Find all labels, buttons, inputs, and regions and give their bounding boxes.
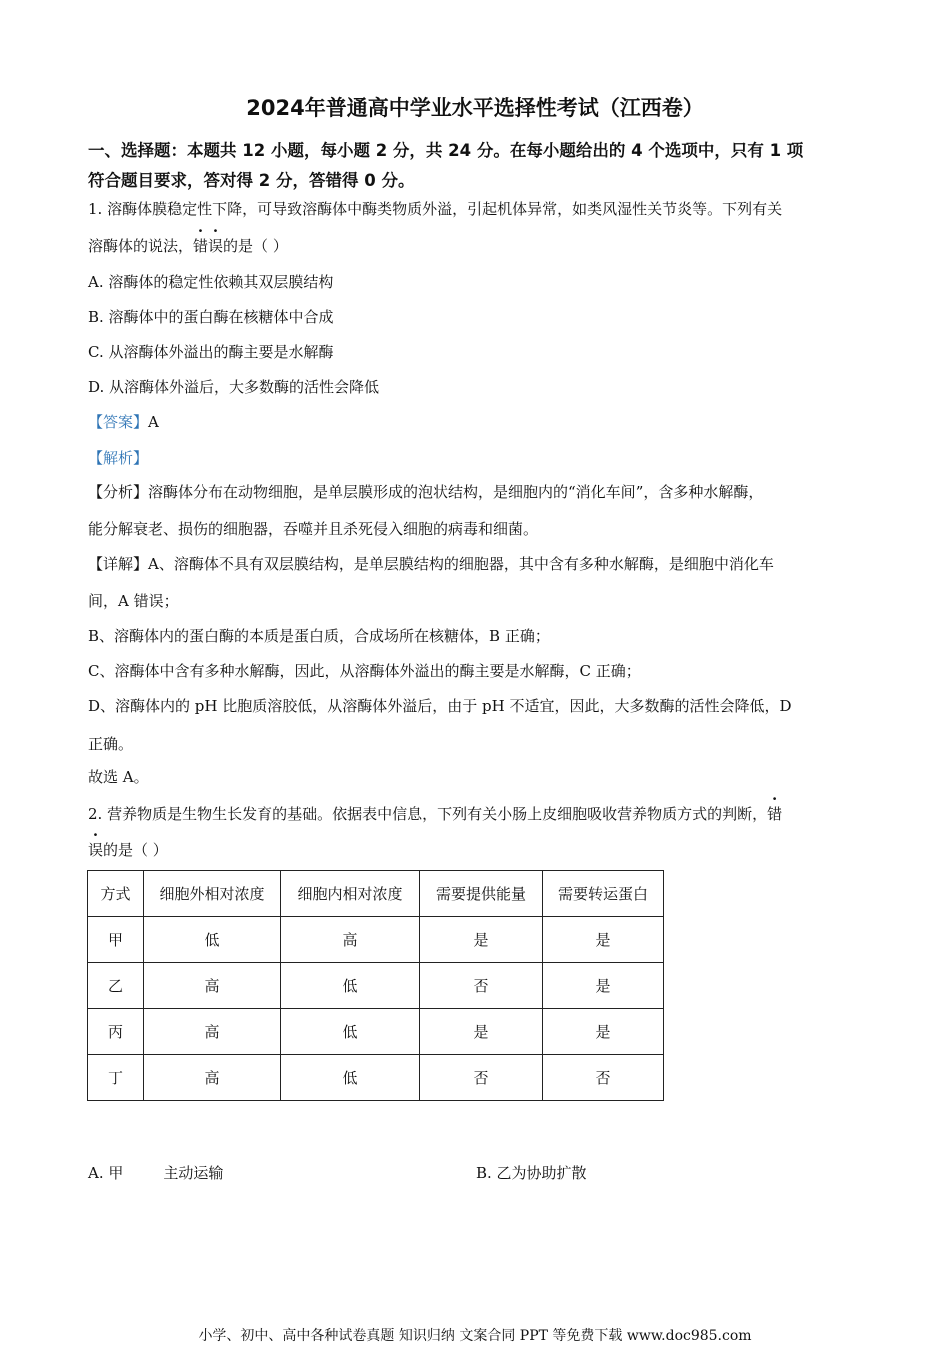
q1-option-d: D. 从溶酶体外溢后，大多数酶的活性会降低: [88, 378, 380, 396]
table-cell: 是: [543, 1009, 664, 1055]
transport-table: [87, 870, 664, 1101]
table-cell: 低: [281, 1009, 420, 1055]
xiangjie-text: A、溶酶体不具有双层膜结构，是单层膜结构的细胞器，其中含有多种水解酶，是细胞中消化车: [148, 555, 774, 573]
q1-stem-line1: 1. 溶酶体膜稳定性下降，可导致溶酶体中酶类物质外溢，引起机体异常，如类风湿性关节炎等。下列有关: [88, 200, 783, 218]
explain-b: B、溶酶体内的蛋白酶的本质是蛋白质，合成场所在核糖体，B 正确；: [88, 627, 550, 645]
q2-option-a: [88, 1162, 223, 1183]
table-cell: 高: [144, 1055, 281, 1101]
analysis-label: 【解析】: [88, 449, 149, 467]
table-cell: 甲: [88, 917, 144, 963]
table-header-cell: 需要转运蛋白: [543, 871, 664, 917]
table-header-cell: 需要提供能量: [420, 871, 543, 917]
table-cell: 丙: [88, 1009, 144, 1055]
emphasis-char: 误: [208, 237, 224, 255]
q1-stem-pre: 溶酶体的说法，: [88, 237, 194, 255]
fenxi-line1: [88, 481, 763, 502]
xiangjie-line1: [88, 553, 774, 574]
emphasis-char: 错: [767, 805, 783, 823]
table-row: [88, 1055, 664, 1101]
table-header-cell: 细胞内相对浓度: [281, 871, 420, 917]
table-cell: 高: [144, 963, 281, 1009]
q2-option-a-text: 主动运输: [163, 1164, 224, 1182]
table-cell: 是: [543, 917, 664, 963]
table-cell: 否: [543, 1055, 664, 1101]
fenxi-label: 【分析】: [88, 483, 149, 501]
page-footer: 小学、初中、高中各种试卷真题 知识归纳 文案合同 PPT 等免费下载 www.doc985.com: [198, 1328, 752, 1344]
answer-value: A: [148, 413, 159, 431]
q2-stem-line1: [88, 803, 782, 824]
table-row: [88, 963, 664, 1009]
table-row: [88, 917, 664, 963]
xiangjie-label: 【详解】: [88, 555, 149, 573]
table-cell: 是: [543, 963, 664, 1009]
q1-option-b: B. 溶酶体中的蛋白酶在核糖体中合成: [88, 308, 334, 326]
table-cell: 丁: [88, 1055, 144, 1101]
explain-d-line2: 正确。: [88, 735, 134, 753]
q1-stem-line2: [88, 235, 288, 256]
q2-stem-text: 2. 营养物质是生物生长发育的基础。依据表中信息，下列有关小肠上皮细胞吸收营养物质方式的判断，: [88, 805, 768, 823]
section-heading-line2: 符合题目要求，答对得 2 分，答错得 0 分。: [88, 171, 415, 190]
fenxi-text: 溶酶体分布在动物细胞，是单层膜形成的泡状结构，是细胞内的“消化车间”，含多种水解酶，: [148, 483, 764, 501]
q1-stem-post: 的是（ ）: [223, 237, 288, 255]
q1-answer: [88, 411, 159, 432]
table-header-cell: 方式: [88, 871, 144, 917]
xiangjie-line2: 间，A 错误；: [88, 592, 179, 610]
table-cell: 乙: [88, 963, 144, 1009]
answer-label: 【答案】: [88, 413, 149, 431]
q2-stem-post: 的是（ ）: [103, 841, 168, 859]
table-cell: 否: [420, 1055, 543, 1101]
page-title: 2024年普通高中学业水平选择性考试（江西卷）: [246, 96, 704, 120]
table-cell: 高: [281, 917, 420, 963]
table-header-row: [88, 871, 664, 917]
q2-option-b: B. 乙为协助扩散: [476, 1164, 587, 1182]
table-cell: 否: [420, 963, 543, 1009]
table-cell: 是: [420, 917, 543, 963]
explain-c: C、溶酶体中含有多种水解酶，因此，从溶酶体外溢出的酶主要是水解酶，C 正确；: [88, 662, 641, 680]
table-cell: 低: [281, 1055, 420, 1101]
section-heading-line1: 一、选择题：本题共 12 小题，每小题 2 分，共 24 分。在每小题给出的 4 个选项中，只有 1 项: [88, 141, 804, 160]
table-cell: 是: [420, 1009, 543, 1055]
explain-d-line1: D、溶酶体内的 pH 比胞质溶胶低，从溶酶体外溢后，由于 pH 不适宜，因此，大多数酶的活性会降低，D: [88, 697, 792, 715]
table-cell: 高: [144, 1009, 281, 1055]
q1-option-c: C. 从溶酶体外溢出的酶主要是水解酶: [88, 343, 334, 361]
emphasis-char: 误: [88, 841, 104, 859]
table-cell: 低: [281, 963, 420, 1009]
table-row: [88, 1009, 664, 1055]
table-cell: 低: [144, 917, 281, 963]
q1-option-a: A. 溶酶体的稳定性依赖其双层膜结构: [88, 273, 334, 291]
table-header-cell: 细胞外相对浓度: [144, 871, 281, 917]
q2-option-a-label: A. 甲: [88, 1164, 124, 1182]
q1-conclusion: 故选 A。: [88, 768, 149, 786]
fenxi-line2: 能分解衰老、损伤的细胞器，吞噬并且杀死侵入细胞的病毒和细菌。: [88, 520, 539, 538]
q2-stem-line2: [88, 839, 168, 860]
emphasis-char: 错: [193, 237, 209, 255]
